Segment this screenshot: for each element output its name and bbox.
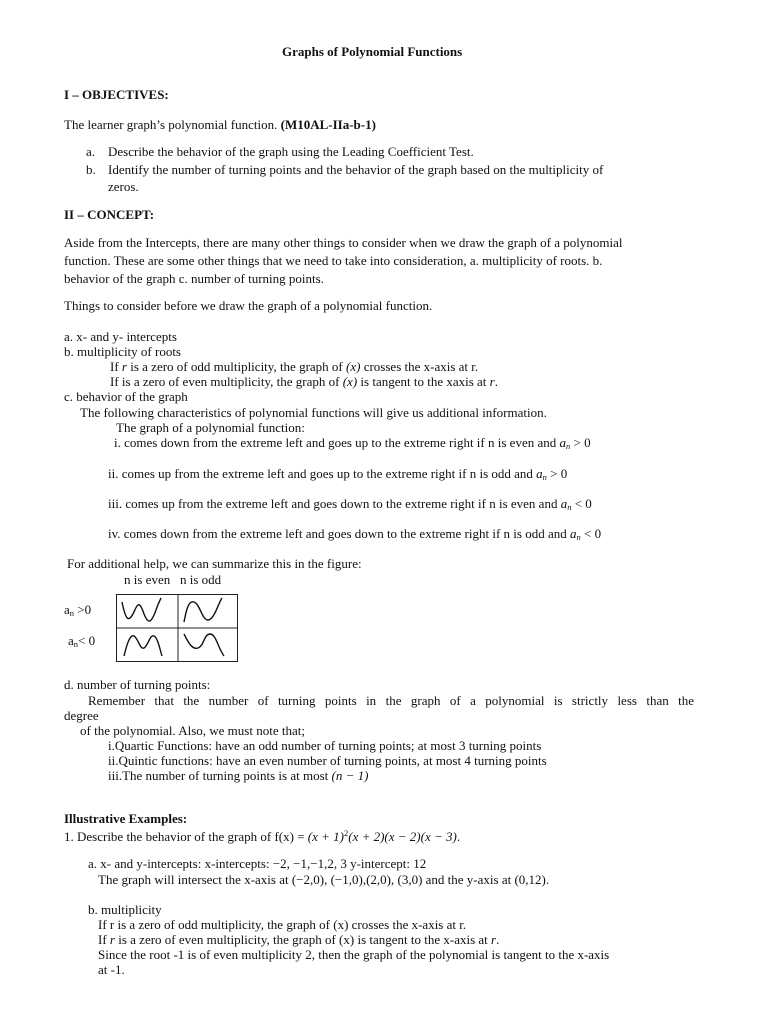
- examples-heading: Illustrative Examples:: [64, 811, 188, 826]
- text-span: crosses the x-axis at r.: [360, 359, 479, 374]
- turning-points-rule: Remember that the number of turning points in the graph of a polynomial is strictly less than the: [88, 693, 694, 708]
- sub-n: n: [542, 472, 547, 482]
- sub-n: n: [69, 608, 75, 618]
- text-span: ii. comes up from the extreme left and goes up to the extreme right if n is odd and: [108, 466, 537, 481]
- example-1-prompt: [64, 826, 460, 844]
- turning-points-max: [108, 768, 368, 783]
- math-factors: (x + 2)(x − 2)(x − 3): [348, 829, 457, 844]
- text-span: iv. comes down from the extreme left and goes down to the extreme right if n is odd and: [108, 526, 570, 541]
- text-span: .: [496, 932, 500, 947]
- example-1-conclusion-cont: at -1.: [98, 962, 125, 977]
- objective-b-marker: b.: [86, 162, 96, 177]
- turning-points-note: of the polynomial. Also, we must note that;: [80, 723, 305, 738]
- objective-a-text: Describe the behavior of the graph using the Leading Coefficient Test.: [108, 144, 474, 159]
- text-span: a: [64, 602, 70, 617]
- example-1-conclusion: Since the root -1 is of even multiplicity 2, then the graph of the polynomial is tangent to the x-axis: [98, 947, 610, 962]
- concept-para2: Things to consider before we draw the graph of a polynomial function.: [64, 298, 433, 313]
- relation: > 0: [546, 466, 568, 481]
- relation: >0: [74, 602, 92, 617]
- var-fx: (x): [346, 359, 361, 374]
- text-span: If is a zero of even multiplicity, the graph of: [110, 374, 343, 389]
- math-factor: (x + 1): [307, 829, 344, 844]
- var-r: r: [489, 374, 495, 389]
- objectives-intro-text: The learner graph’s polynomial function.: [64, 117, 278, 132]
- text-span: .: [494, 374, 498, 389]
- item-c-behavior: c. behavior of the graph: [64, 389, 188, 404]
- text-span: .: [456, 829, 461, 844]
- var-r: r: [491, 932, 497, 947]
- text-span: a: [68, 633, 74, 648]
- var-a: a: [560, 496, 568, 511]
- curve-even-positive-icon: [122, 598, 161, 621]
- curve-even-negative-icon: [124, 636, 162, 656]
- var-a: a: [569, 526, 577, 541]
- var-r: r: [121, 359, 127, 374]
- exponent: 2: [343, 828, 349, 838]
- multiplicity-odd-rule: [110, 359, 478, 374]
- example-1-multiplicity-heading: b. multiplicity: [88, 902, 162, 917]
- relation: < 0: [571, 496, 592, 511]
- example-1-intercepts-note: The graph will intersect the x-axis at (−2,0), (−1,0),(2,0), (3,0) and the y-axis at (0,12).: [98, 872, 550, 887]
- page-title: Graphs of Polynomial Functions: [282, 44, 463, 59]
- concept-para1-line1: Aside from the Intercepts, there are many other things to consider when we draw the graph of a polynomial: [64, 235, 623, 250]
- figure-row-label-positive: [64, 602, 91, 621]
- var-a: a: [536, 466, 543, 481]
- text-span: i. comes down from the extreme left and goes up to the extreme right if n is even and: [114, 435, 560, 450]
- quartic-rule: i.Quartic Functions: have an odd number of turning points; at most 3 turning points: [108, 738, 542, 753]
- text-span: If: [110, 359, 122, 374]
- end-behavior-figure: [116, 594, 238, 662]
- curve-odd-positive-icon: [184, 598, 222, 622]
- example-1-odd-rule: If r is a zero of odd multiplicity, the graph of (x) crosses the x-axis at r.: [98, 917, 467, 932]
- behavior-iii: [108, 496, 592, 515]
- behavior-iv: [108, 526, 601, 545]
- relation: < 0: [78, 633, 96, 648]
- objective-a-marker: a.: [86, 144, 96, 159]
- var-r: r: [109, 932, 115, 947]
- var-a: a: [559, 435, 566, 450]
- sub-n: n: [567, 502, 572, 512]
- objectives-code: (M10AL-IIa-b-1): [280, 117, 376, 132]
- relation: < 0: [580, 526, 602, 541]
- var-fx: (x): [342, 374, 358, 389]
- relation: > 0: [570, 435, 591, 450]
- text-span: iii.The number of turning points is at most: [108, 768, 332, 783]
- text-span: If: [98, 932, 110, 947]
- sub-n: n: [576, 532, 581, 542]
- objectives-intro: [64, 117, 376, 132]
- item-d-turning-points: d. number of turning points:: [64, 677, 211, 692]
- concept-heading: II – CONCEPT:: [64, 207, 155, 222]
- behavior-subintro: The graph of a polynomial function:: [116, 420, 305, 435]
- sub-n: n: [565, 441, 571, 451]
- text-span: 1. Describe the behavior of the graph of f(x) =: [64, 829, 308, 844]
- figure-row-label-negative: [68, 633, 95, 652]
- item-a-intercepts: a. x- and y- intercepts: [64, 329, 177, 344]
- objective-b-text-cont: zeros.: [108, 179, 139, 194]
- figure-column-headers: n is even n is odd: [124, 572, 222, 587]
- item-b-multiplicity: b. multiplicity of roots: [64, 344, 181, 359]
- text-span: is a zero of odd multiplicity, the graph of: [126, 359, 347, 374]
- objectives-heading: I – OBJECTIVES:: [64, 87, 169, 102]
- objective-b-text: Identify the number of turning points and the behavior of the graph based on the multiplicity of: [108, 162, 604, 177]
- text-span: iii. comes up from the extreme left and goes down to the extreme right if n is even and: [108, 496, 561, 511]
- text-span: is a zero of even multiplicity, the graph of (x) is tangent to the x-axis at: [114, 932, 492, 947]
- math-n-minus-1: (n − 1): [331, 768, 369, 783]
- quintic-rule: ii.Quintic functions: have an even number of turning points, at most 4 turning points: [108, 753, 547, 768]
- concept-para1-line2: function. These are some other things that we need to take into consideration, a. multiplicity of roots. b.: [64, 253, 603, 268]
- behavior-ii: [108, 466, 567, 485]
- curve-odd-negative-icon: [184, 634, 224, 656]
- concept-para1-line3: behavior of the graph c. number of turning points.: [64, 271, 324, 286]
- behavior-intro: The following characteristics of polynomial functions will give us additional information.: [80, 405, 547, 420]
- behavior-i: [114, 435, 591, 454]
- text-span: is tangent to the xaxis at: [357, 374, 490, 389]
- multiplicity-even-rule: [110, 374, 498, 389]
- turning-points-rule-cont: degree: [64, 708, 99, 723]
- example-1-intercepts: a. x- and y-intercepts: x-intercepts: −2, −1,−1,2, 3 y-intercept: 12: [88, 856, 427, 871]
- sub-n: n: [73, 639, 79, 649]
- example-1-even-rule: [98, 932, 499, 947]
- summary-text: For additional help, we can summarize this in the figure:: [67, 556, 362, 571]
